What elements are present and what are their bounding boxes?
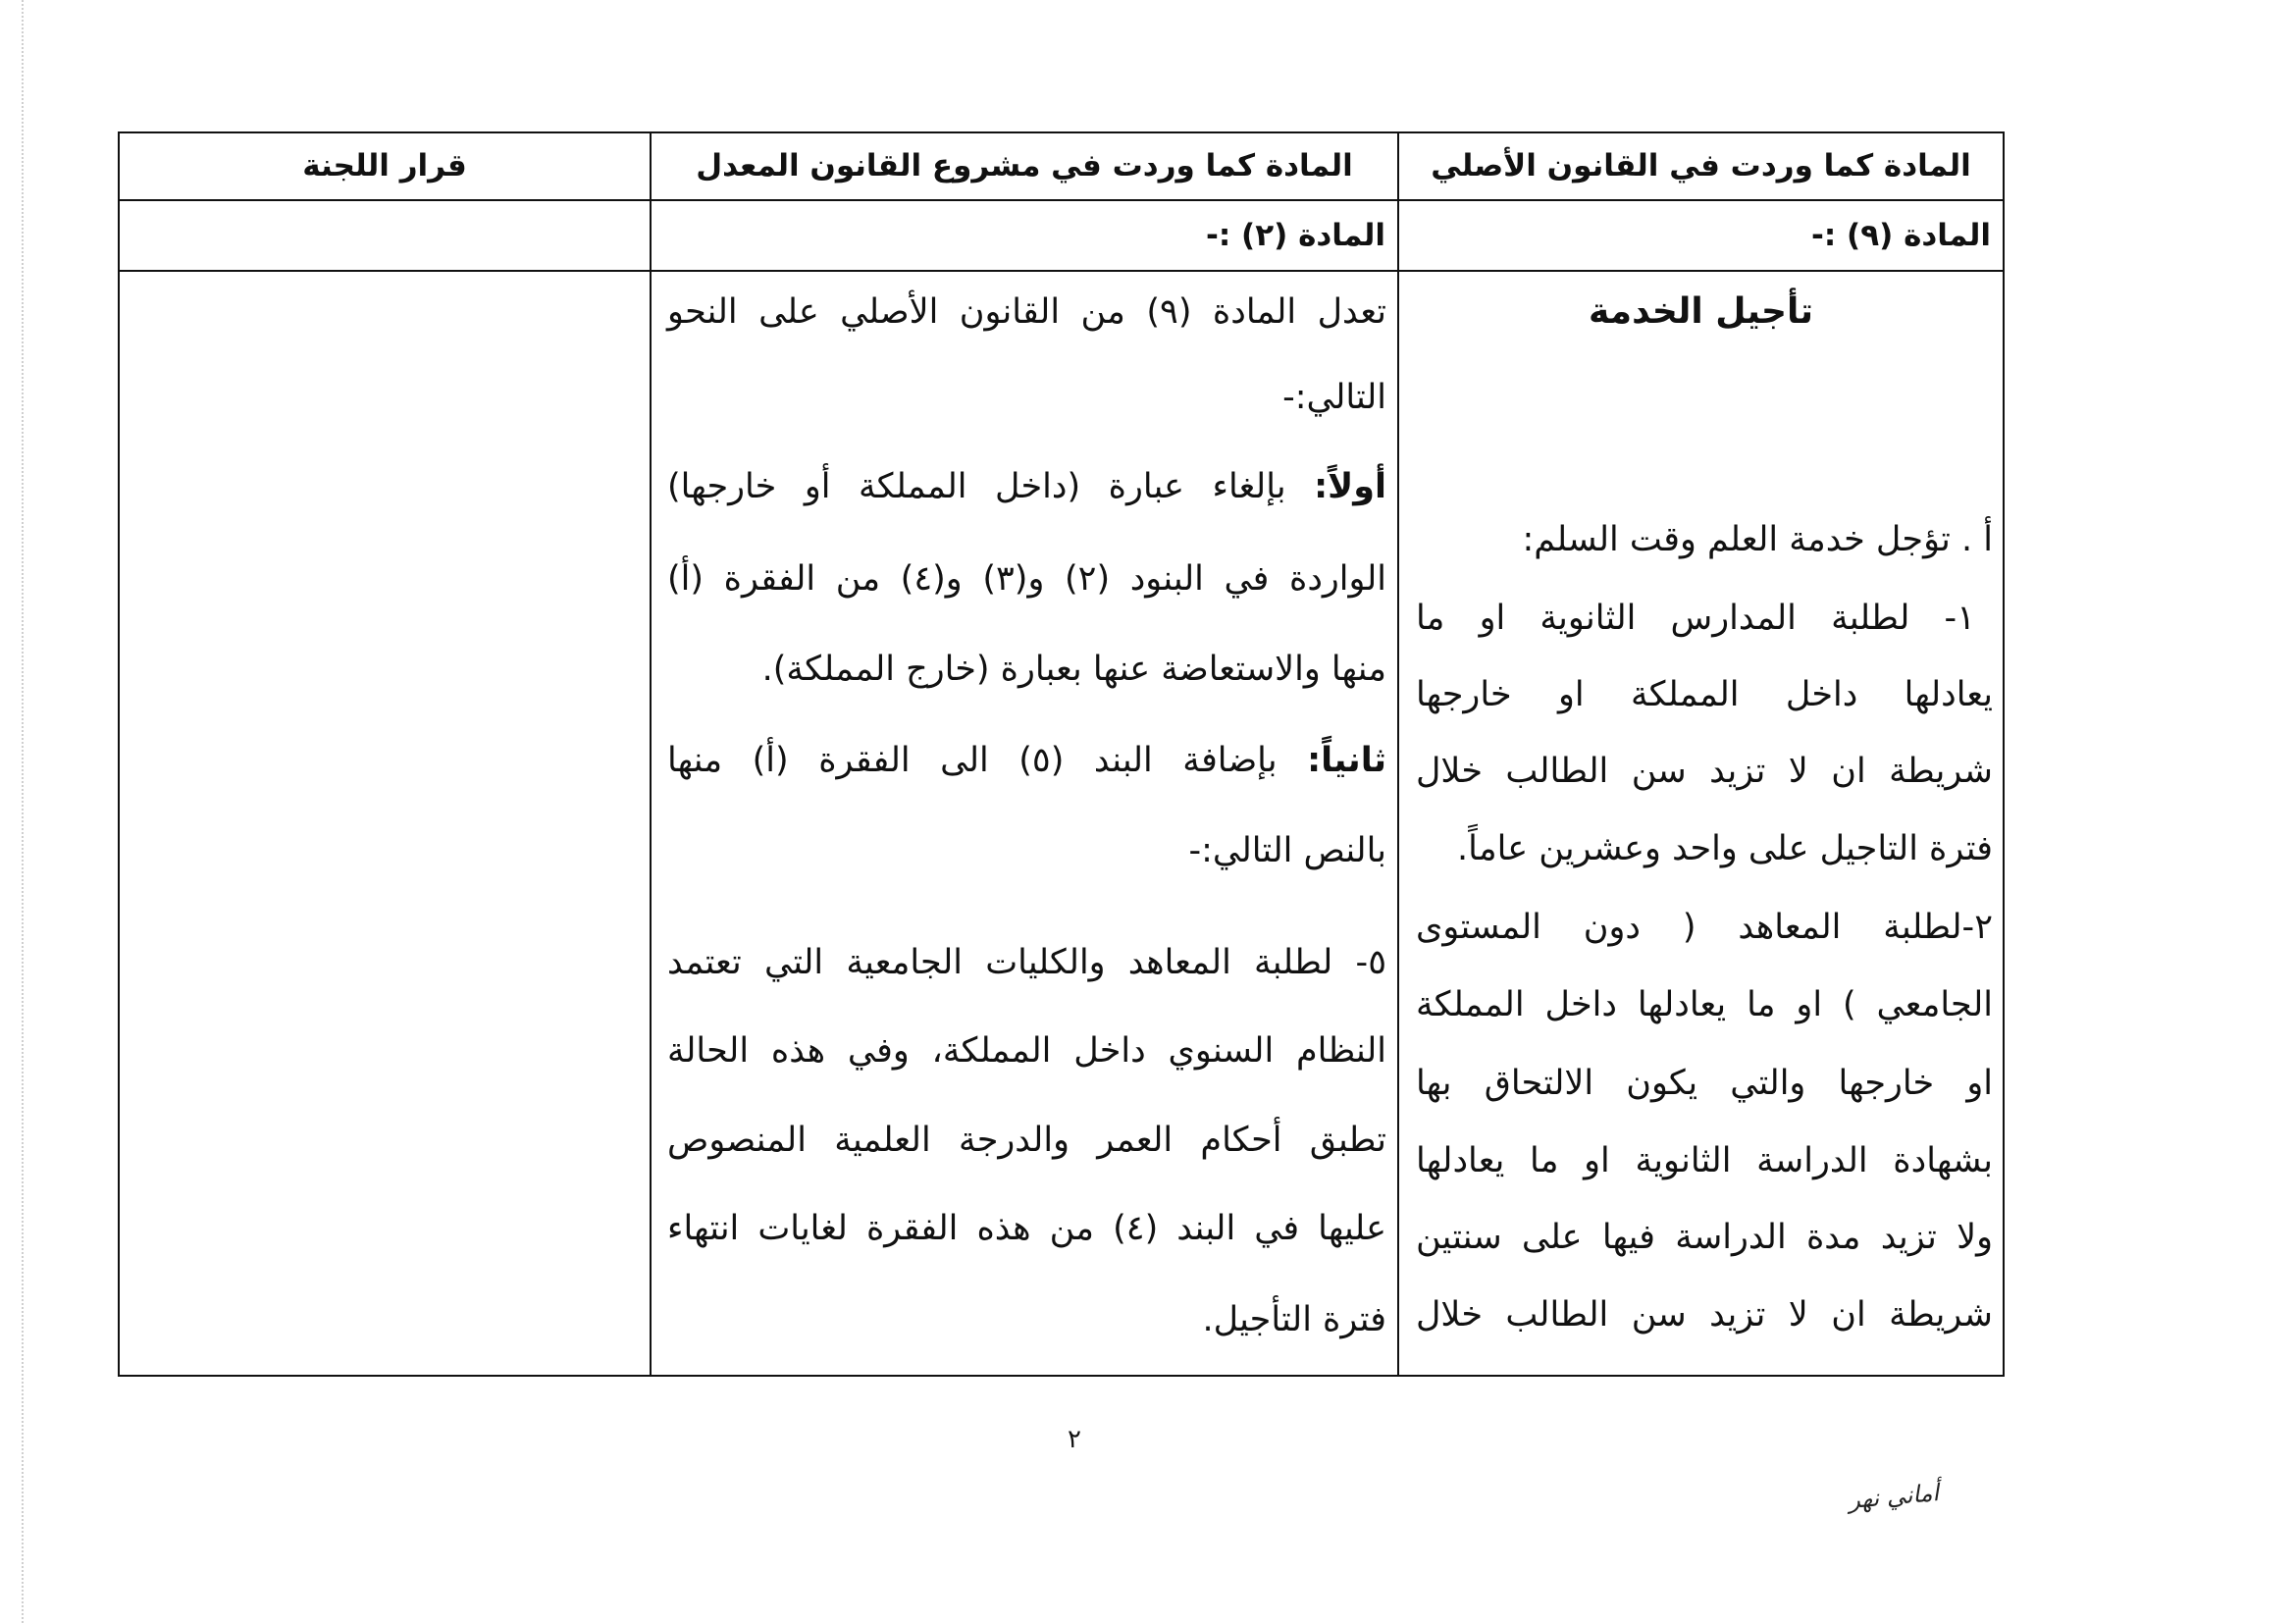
original-law-line: ولا تزيد مدة الدراسة فيها على سنتين: [1416, 1218, 1993, 1257]
original-law-line: شريطة ان لا تزيد سن الطالب خلال: [1416, 1295, 1993, 1335]
amended-draft-line: ٥- لطلبة المعاهد والكليات الجامعية التي تعتمد: [667, 943, 1386, 982]
section-title: تأجيل الخدمة: [1588, 291, 1814, 332]
original-law-line: فترة التاجيل على واحد وعشرين عاماً.: [1457, 829, 1993, 868]
committee-decision-article-cell: [120, 201, 650, 270]
article-label-amended-draft: المادة (٢) :-: [1205, 218, 1385, 253]
signature: أماني نهر: [1847, 1479, 1941, 1514]
amended-draft-line: منها والاستعاضة عنها بعبارة (خارج المملكة).: [761, 650, 1386, 689]
amended-draft-line: تطبق أحكام العمر والدرجة العلمية المنصوص: [667, 1121, 1386, 1160]
original-law-line: ١- لطلبة المدارس الثانوية او ما: [1416, 599, 1975, 638]
scan-edge-line: [22, 0, 24, 1623]
amended-draft-line: تعدل المادة (٩) من القانون الأصلي على النحو: [667, 292, 1386, 332]
clause-lead: أولاً:: [1314, 467, 1386, 506]
clause-lead: ثانياً:: [1307, 741, 1386, 780]
amended-draft-line: الواردة في البنود (٢) و(٣) و(٤) من الفقرة (أ): [667, 559, 1387, 599]
amended-draft-line: التالي:-: [1282, 378, 1386, 417]
original-law-line: أ . تؤجل خدمة العلم وقت السلم:: [1522, 520, 1993, 559]
header-committee-decision: قرار اللجنة: [302, 148, 467, 183]
page-number: ٢: [1068, 1425, 1081, 1454]
original-law-line: شريطة ان لا تزيد سن الطالب خلال: [1416, 752, 1993, 791]
article-label-original-law: المادة (٩) :-: [1810, 218, 1991, 253]
clause-text: بإلغاء عبارة (داخل المملكة أو خارجها): [667, 467, 1286, 506]
header-amended-draft: المادة كما وردت في مشروع القانون المعدل: [696, 148, 1353, 183]
amended-draft-line: فترة التأجيل.: [1202, 1300, 1386, 1339]
amended-draft-line: عليها في البند (٤) من هذه الفقرة لغايات انتهاء: [667, 1209, 1386, 1248]
original-law-line: ٢-لطلبة المعاهد ( دون المستوى: [1416, 908, 1993, 947]
amended-draft-line: [667, 731, 1386, 790]
amended-draft-line: النظام السنوي داخل المملكة، وفي هذه الحالة: [667, 1031, 1386, 1071]
header-original-law: المادة كما وردت في القانون الأصلي: [1431, 148, 1971, 183]
original-law-body-cell: [1399, 272, 2003, 1375]
original-law-line: يعادلها داخل المملكة او خارجها: [1416, 675, 1993, 714]
amended-draft-body-cell: [652, 272, 1397, 1375]
original-law-line: الجامعي ) او ما يعادلها داخل المملكة: [1416, 985, 1993, 1024]
original-law-line: بشهادة الدراسة الثانوية او ما يعادلها: [1416, 1141, 1993, 1180]
committee-decision-body-cell: [120, 272, 650, 1375]
amended-draft-line: [667, 457, 1386, 516]
clause-text: بإضافة البند (٥) الى الفقرة (أ) منها: [667, 741, 1278, 780]
amended-draft-line: بالنص التالي:-: [1188, 831, 1386, 870]
original-law-line: او خارجها والتي يكون الالتحاق بها: [1416, 1064, 1993, 1103]
